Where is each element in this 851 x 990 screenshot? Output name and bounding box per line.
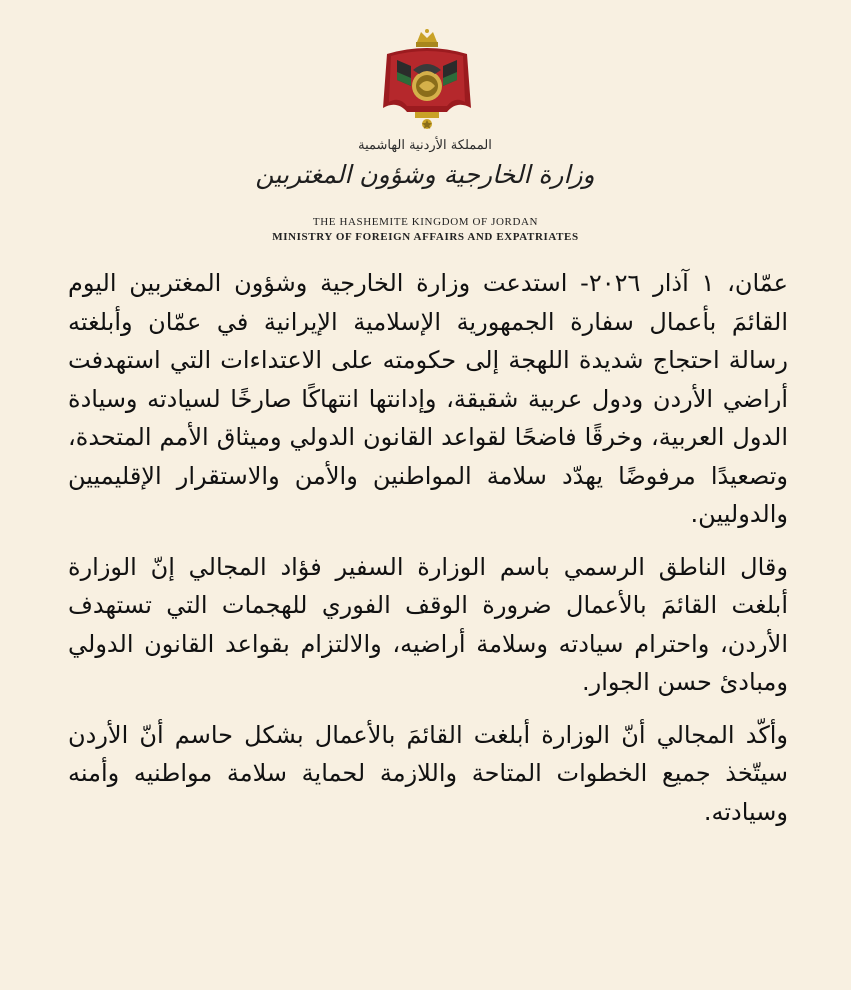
arabic-kingdom-name: المملكة الأردنية الهاشمية: [358, 138, 492, 153]
arabic-ministry-name: وزارة الخارجية وشؤون المغتربين: [255, 160, 595, 189]
coat-of-arms-icon: [377, 28, 477, 132]
statement-paragraph-1: عمّان، ١ آذار ٢٠٢٦- استدعت وزارة الخارجية وشؤون المغتربين اليوم القائمَ بأعمال سفارة الجمهورية الإسلامية الإيرانية في عمّان وأبلغته رسالة احتجاج شديدة اللهجة إلى حكومته على الاعتداءات التي استهدفت أراضي الأردن ودول عربية شقيقة، وإدانتها انتهاكًا صارخًا لسيادته وسيادة الدول العربية، وخرقًا فاضحًا لقواعد القانون الدولي وميثاق الأمم المتحدة، وتصعيدًا مرفوضًا يهدّد سلامة المواطنين والأمن والاستقرار الإقليميين والدوليين.: [68, 269, 788, 528]
statement-body: [68, 264, 788, 845]
letterhead: [0, 0, 851, 250]
statement-paragraph-3: وأكّد المجالي أنّ الوزارة أبلغت القائمَ بالأعمال بشكل حاسم أنّ الأردن سيتّخذ جميع الخطوات المتاحة واللازمة لحماية سلامة مواطنيه وأمنه وسيادته.: [68, 720, 788, 826]
statement-paragraph-2: وقال الناطق الرسمي باسم الوزارة السفير فؤاد المجالي إنّ الوزارة أبلغت القائمَ بالأعمال ضرورة الوقف الفوري للهجمات التي تستهدف الأردن، واحترام سيادته وسلامة أراضيه، والالتزام بقواعد القانون الدولي ومبادئ حسن الجوار.: [68, 552, 788, 696]
english-ministry-name: MINISTRY OF FOREIGN AFFAIRS AND EXPATRIATES: [272, 231, 579, 243]
english-kingdom-name: THE HASHEMITE KINGDOM OF JORDAN: [312, 216, 539, 228]
